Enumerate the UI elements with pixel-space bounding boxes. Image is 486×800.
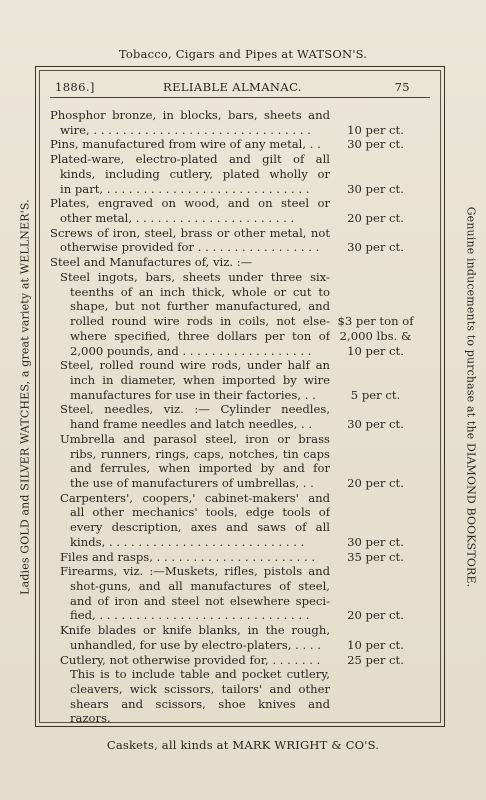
tariff-line xyxy=(50,608,415,623)
tariff-line xyxy=(50,270,415,285)
tariff-line xyxy=(50,240,415,255)
tariff-line-text: Umbrella and parasol steel, iron or brass xyxy=(60,431,330,446)
tariff-line-text: Plated-ware, electro-plated and gilt of all xyxy=(50,152,330,167)
tariff-rate: 10 per ct. xyxy=(347,122,404,137)
tariff-rate: $3 per ton of xyxy=(337,314,414,329)
tariff-rate: 5 per ct. xyxy=(350,387,401,402)
tariff-line xyxy=(50,373,415,388)
tariff-line xyxy=(50,299,415,314)
tariff-line xyxy=(50,167,415,182)
tariff-line xyxy=(50,535,415,550)
tariff-line xyxy=(50,255,415,270)
tariff-line xyxy=(50,505,415,520)
tariff-line xyxy=(50,579,415,594)
tariff-line xyxy=(50,211,415,226)
tariff-line-text: Carpenters', coopers,' cabinet-makers' and xyxy=(60,490,330,505)
tariff-rate: 20 per ct. xyxy=(347,608,404,623)
tariff-line xyxy=(50,402,415,417)
tariff-rate: 30 per ct. xyxy=(347,181,404,196)
tariff-line xyxy=(50,682,415,697)
tariff-rate: 35 per ct. xyxy=(347,549,404,564)
running-head-year: 1886.] xyxy=(55,80,95,94)
tariff-line-text: Phosphor bronze, in blocks, bars, sheets and xyxy=(50,108,330,122)
tariff-line-text: Cutlery, not otherwise provided for, . . . . . . . xyxy=(60,652,321,667)
tariff-line-text: every description, axes and saws of all xyxy=(70,520,330,535)
tariff-line-text: Plates, engraved on wood, and on steel or xyxy=(50,196,330,211)
left-margin-ad-text: Ladies GOLD and SILVER WATCHES, a great variety at WELLNER'S. xyxy=(18,199,32,595)
tariff-line xyxy=(50,432,415,447)
tariff-line xyxy=(50,285,415,300)
tariff-line-text: shape, but not further manufactured, and xyxy=(70,299,330,314)
tariff-line-text: wire, . . . . . . . . . . . . . . . . . . . . . . . . . . . . . . xyxy=(60,122,311,137)
tariff-line xyxy=(50,491,415,506)
tariff-line-text: Knife blades or knife blanks, in the rough, xyxy=(60,623,330,638)
tariff-line-text: and of iron and steel not elsewhere speci- xyxy=(70,593,330,608)
page-number: 75 xyxy=(394,80,410,94)
right-margin-advertisement xyxy=(464,67,478,727)
tariff-line xyxy=(50,711,415,726)
tariff-line-text: all other mechanics' tools, edge tools of xyxy=(70,505,330,520)
tariff-rate: 30 per ct. xyxy=(347,240,404,255)
tariff-rate: 30 per ct. xyxy=(347,534,404,549)
tariff-line-text: otherwise provided for . . . . . . . . . . . . . . . . . xyxy=(60,240,320,255)
tariff-line xyxy=(50,564,415,579)
tariff-rate: 30 per ct. xyxy=(347,417,404,432)
tariff-line-text: Steel ingots, bars, sheets under three six- xyxy=(60,269,330,284)
tariff-line-text: Steel and Manufactures of, viz. :— xyxy=(50,255,253,270)
tariff-line xyxy=(50,182,415,197)
tariff-line-text: kinds, . . . . . . . . . . . . . . . . . . . . . . . . . . . xyxy=(70,534,305,549)
tariff-line xyxy=(50,417,415,432)
tariff-line xyxy=(50,358,415,373)
tariff-rate: 2,000 lbs. & xyxy=(339,328,412,343)
left-margin-advertisement xyxy=(18,67,32,727)
tariff-line xyxy=(50,196,415,211)
tariff-line xyxy=(50,476,415,491)
running-head-title: RELIABLE ALMANAC. xyxy=(163,80,302,94)
tariff-rate: 25 per ct. xyxy=(347,652,404,667)
tariff-line-text: Screws of iron, steel, brass or other metal, not xyxy=(50,225,330,240)
tariff-line xyxy=(50,667,415,682)
tariff-line xyxy=(50,520,415,535)
tariff-line-text: inch in diameter, when imported by wire xyxy=(70,372,330,387)
tariff-line-text: fied, . . . . . . . . . . . . . . . . . . . . . . . . . . . . . xyxy=(70,608,310,623)
tariff-line-text: in part, . . . . . . . . . . . . . . . . . . . . . . . . . . . . xyxy=(60,181,310,196)
tariff-line xyxy=(50,344,415,359)
tariff-line-text: Steel, rolled round wire rods, under half an xyxy=(60,358,330,373)
tariff-line-text: This is to include table and pocket cutlery, xyxy=(70,667,330,682)
tariff-line xyxy=(50,594,415,609)
tariff-rate: 10 per ct. xyxy=(347,343,404,358)
tariff-line-text: teenths of an inch thick, whole or cut to xyxy=(70,284,330,299)
tariff-line-text: cleavers, wick scissors, tailors' and other xyxy=(70,682,330,697)
tariff-line-text: unhandled, for use by electro-platers, . . . . xyxy=(70,637,321,652)
tariff-line-text: Files and rasps, . . . . . . . . . . . . . . . . . . . . . . xyxy=(60,549,316,564)
tariff-line-text: kinds, including cutlery, plated wholly or xyxy=(60,166,330,181)
tariff-line-text: other metal, . . . . . . . . . . . . . . . . . . . . . . xyxy=(60,211,295,226)
tariff-line-text: hand frame needles and latch needles, . . xyxy=(70,417,313,432)
tariff-line-text: Pins, manufactured from wire of any metal, . . xyxy=(50,137,321,152)
tariff-rate: 20 per ct. xyxy=(347,211,404,226)
tariff-line xyxy=(50,152,415,167)
tariff-line xyxy=(50,137,415,152)
tariff-line-text: rolled round wire rods in coils, not else- xyxy=(70,314,330,329)
tariff-line-text: Steel, needles, viz. :— Cylinder needles, xyxy=(60,402,330,417)
tariff-line xyxy=(50,653,415,668)
tariff-line xyxy=(50,623,415,638)
top-advertisement: Tobacco, Cigars and Pipes at WATSON'S. xyxy=(118,47,368,61)
tariff-line-text: ribs, runners, rings, caps, notches, tin caps xyxy=(70,446,330,461)
tariff-line xyxy=(50,314,415,329)
tariff-line xyxy=(50,123,415,138)
tariff-line-text: Firearms, viz. :—Muskets, rifles, pistols and xyxy=(60,564,330,579)
tariff-line xyxy=(50,447,415,462)
tariff-line-text: shears and scissors, shoe knives and xyxy=(70,696,330,711)
tariff-line xyxy=(50,226,415,241)
tariff-line xyxy=(50,638,415,653)
tariff-line-text: 2,000 pounds, and . . . . . . . . . . . . . . . . . . xyxy=(70,343,312,358)
tariff-line xyxy=(50,461,415,476)
tariff-line xyxy=(50,388,415,403)
tariff-line-text: where specified, three dollars per ton of xyxy=(70,328,330,343)
tariff-line xyxy=(50,329,415,344)
tariff-line xyxy=(50,550,415,565)
bottom-advertisement: Caskets, all kinds at MARK WRIGHT & CO'S. xyxy=(106,738,380,752)
tariff-line xyxy=(50,108,415,123)
tariff-line-text: razors. xyxy=(70,711,111,726)
right-margin-ad-text: Genuine inducements to purchase at the DIAMOND BOOKSTORE. xyxy=(464,206,478,588)
header-rule xyxy=(50,97,430,98)
tariff-line xyxy=(50,697,415,712)
tariff-line-text: the use of manufacturers of umbrellas, . . xyxy=(70,475,314,490)
tariff-list xyxy=(50,108,415,726)
tariff-line-text: and ferrules, when imported by and for xyxy=(70,461,330,476)
tariff-rate: 20 per ct. xyxy=(347,475,404,490)
tariff-line-text: manufactures for use in their factories, . . xyxy=(70,387,316,402)
tariff-rate: 10 per ct. xyxy=(347,637,404,652)
tariff-rate: 30 per ct. xyxy=(347,137,404,152)
tariff-line-text: shot-guns, and all manufactures of steel, xyxy=(70,579,330,593)
